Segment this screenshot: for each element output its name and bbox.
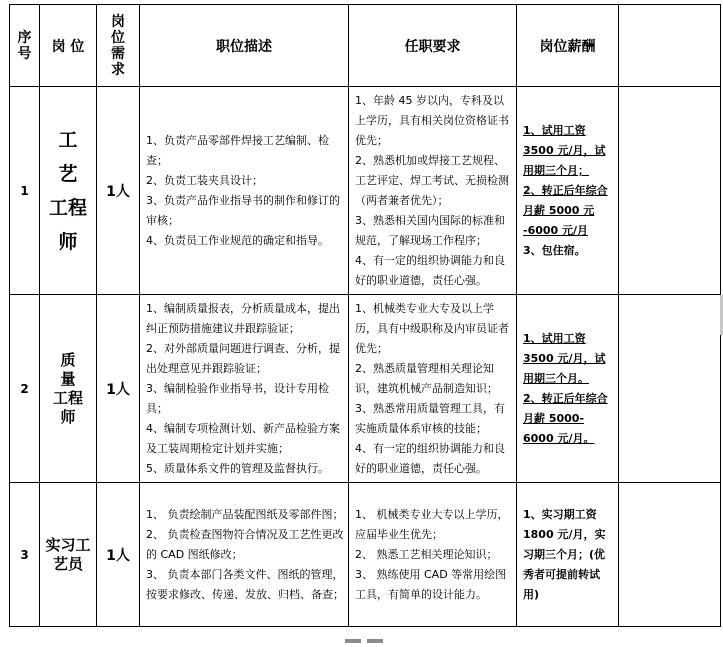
row-description: 1、负责产品零部件焊接工艺编制、检查； 2、负责工装夹具设计； 3、负责产品作业指导书的制作和修订的审核； 4、负责员工作业规范的确定和指导。 (140, 87, 349, 295)
page-marks (345, 628, 389, 647)
row-count: 1人 (97, 295, 140, 483)
header-position: 岗 位 (40, 5, 97, 87)
row-salary: 1、试用工资 3500 元/月，试用期三个月； 2、转正后年综合月薪 5000 元 -6000 元/月 3、包住宿。 (517, 87, 619, 295)
row-description: 1、 负责绘制产品装配图纸及零部件图； 2、 负责检查图物符合情况及工艺性更改的 CAD 图纸修改； 3、 负责本部门各类文件、图纸的管理，按要求修改、传递、发放、归档、备查； (140, 483, 349, 627)
row-description: 1、编制质量报表，分析质量成本，提出纠正预防措施建议并跟踪验证； 2、对外部质量问题进行调查、分析，提出处理意见并跟踪验证； 3、编制检验作业指导书，设计专用检具； 4、编制专项检测计划、新产品检验方案及工装周期检定计划并实施； 5、质量体系文件的管理及监督执行。 (140, 295, 349, 483)
header-blank (619, 5, 721, 87)
row-requirements: 1、机械类专业大专及以上学历，具有中级职称及内审员证者优先； 2、熟悉质量管理相关理论知识，建筑机械产品制造知识； 3、熟悉常用质量管理工具，有实施质量体系审核的技能； 4、有一定的组织协调能力和良好的职业道德，责任心强。 (349, 295, 517, 483)
row-requirements: 1、年龄 45 岁以内，专科及以上学历，具有相关岗位资格证书优先； 2、熟悉机加或焊接工艺规程、工艺评定、焊工考试、无损检测（两者兼者优先）； 3、熟悉相关国内国际的标准和规范，了解现场工作程序； 4、有一定的组织协调能力和良好的职业道德，责任心强。 (349, 87, 517, 295)
table-row (10, 295, 721, 483)
table-row (10, 87, 721, 295)
header-description: 职位描述 (140, 5, 349, 87)
row-no: 1 (10, 87, 40, 295)
header-row (10, 5, 721, 87)
header-salary: 岗位薪酬 (517, 5, 619, 87)
row-position: 工 艺 工程 师 (40, 87, 97, 295)
header-requirements: 任职要求 (349, 5, 517, 87)
row-salary: 1、试用工资 3500 元/月，试用期三个月。 2、转正后年综合月薪 5000-6000 元/月。 (517, 295, 619, 483)
row-count: 1人 (97, 87, 140, 295)
table-row (10, 483, 721, 627)
row-no: 2 (10, 295, 40, 483)
row-no: 3 (10, 483, 40, 627)
row-position: 实习工 艺员 (40, 483, 97, 627)
recruitment-table (9, 4, 721, 627)
row-count: 1人 (97, 483, 140, 627)
header-count: 岗位需求 (97, 5, 140, 87)
row-blank (619, 87, 721, 295)
row-position: 质 量 工程 师 (40, 295, 97, 483)
row-requirements: 1、 机械类专业大专以上学历，应届毕业生优先； 2、 熟悉工艺相关理论知识； 3、 熟练使用 CAD 等常用绘图工具，有简单的设计能力。 (349, 483, 517, 627)
header-no: 序号 (10, 5, 40, 87)
row-blank (619, 483, 721, 627)
row-blank (619, 295, 721, 483)
row-salary: 1、实习期工资 1800 元/月，实习期三个月；(优秀者可提前转试用) (517, 483, 619, 627)
